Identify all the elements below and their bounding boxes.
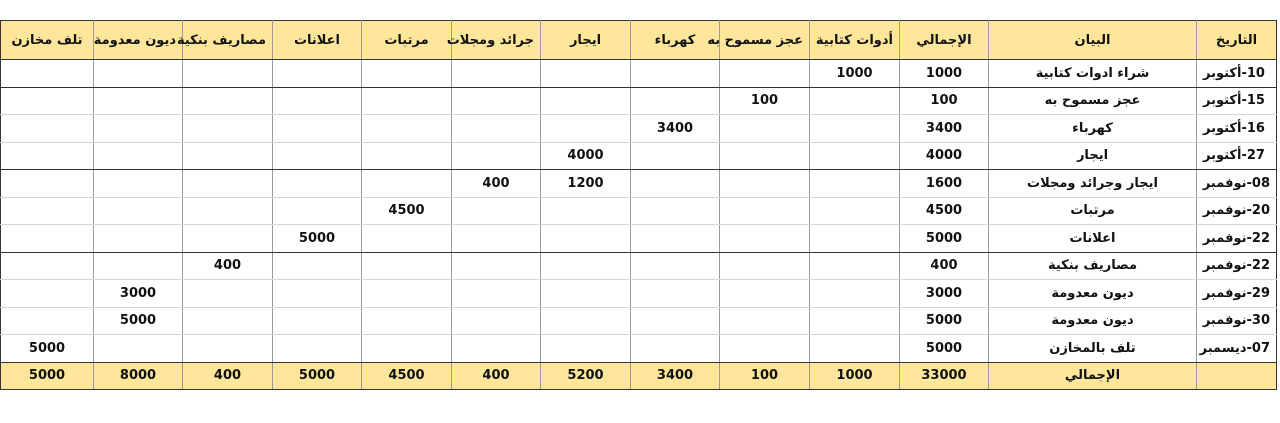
- cell-ads: [273, 335, 362, 363]
- cell-salaries: [362, 335, 452, 363]
- cell-electricity: [631, 87, 720, 115]
- table-row: [1, 170, 1277, 198]
- expense-ledger-table: [0, 20, 1277, 390]
- totals-row: [1, 362, 1277, 390]
- cell-stationery: [810, 225, 900, 253]
- cell-total: 1000: [900, 60, 989, 88]
- cell-bank-fees: [183, 170, 273, 198]
- cell-stationery: [810, 170, 900, 198]
- cell-date: 07-ديسمبر: [1197, 335, 1277, 363]
- cell-electricity: [631, 60, 720, 88]
- ledger-sheet: [0, 20, 1277, 390]
- cell-newspapers: [452, 115, 541, 143]
- cell-inventory-loss: [1, 60, 94, 88]
- cell-total: 1600: [900, 170, 989, 198]
- cell-ads: [273, 142, 362, 170]
- cell-salaries: [362, 115, 452, 143]
- header-cell: مرتبات: [362, 21, 452, 60]
- cell-allowed-deficit: [720, 280, 810, 308]
- cell-electricity: [631, 335, 720, 363]
- cell-rent: 1200: [541, 170, 631, 198]
- cell-total: 33000: [900, 362, 989, 390]
- cell-ads: [273, 280, 362, 308]
- cell-allowed-deficit: [720, 170, 810, 198]
- cell-date: 22-نوفمبر: [1197, 252, 1277, 280]
- cell-stationery: [810, 87, 900, 115]
- header-row: [1, 21, 1277, 60]
- cell-bank-fees: [183, 115, 273, 143]
- cell-desc: تلف بالمخازن: [989, 335, 1197, 363]
- cell-bank-fees: [183, 280, 273, 308]
- cell-bank-fees: [183, 335, 273, 363]
- table-row: [1, 60, 1277, 88]
- cell-allowed-deficit: [720, 252, 810, 280]
- cell-salaries: [362, 252, 452, 280]
- cell-allowed-deficit: [720, 225, 810, 253]
- cell-bank-fees: [183, 87, 273, 115]
- cell-bad-debts: [94, 225, 183, 253]
- cell-rent: [541, 225, 631, 253]
- cell-bad-debts: [94, 197, 183, 225]
- cell-date: 08-نوفمبر: [1197, 170, 1277, 198]
- cell-ads: [273, 60, 362, 88]
- cell-bad-debts: 3000: [94, 280, 183, 308]
- cell-bad-debts: [94, 252, 183, 280]
- cell-desc: مصاريف بنكية: [989, 252, 1197, 280]
- cell-ads: [273, 115, 362, 143]
- cell-date: 15-أكتوبر: [1197, 87, 1277, 115]
- cell-desc: مرتبات: [989, 197, 1197, 225]
- cell-bank-fees: [183, 197, 273, 225]
- cell-salaries: [362, 225, 452, 253]
- table-row: [1, 307, 1277, 335]
- cell-newspapers: [452, 252, 541, 280]
- cell-total: 4500: [900, 197, 989, 225]
- cell-electricity: [631, 142, 720, 170]
- cell-total: 3000: [900, 280, 989, 308]
- header-cell: التاريخ: [1197, 21, 1277, 60]
- cell-bad-debts: 8000: [94, 362, 183, 390]
- cell-ads: 5000: [273, 362, 362, 390]
- cell-bank-fees: [183, 142, 273, 170]
- table-row: [1, 87, 1277, 115]
- cell-newspapers: [452, 307, 541, 335]
- cell-desc: ايجار: [989, 142, 1197, 170]
- cell-bad-debts: [94, 142, 183, 170]
- cell-ads: [273, 307, 362, 335]
- cell-allowed-deficit: [720, 307, 810, 335]
- cell-date: 30-نوفمبر: [1197, 307, 1277, 335]
- cell-newspapers: 400: [452, 362, 541, 390]
- cell-bad-debts: [94, 60, 183, 88]
- header-cell: جرائد ومجلات: [452, 21, 541, 60]
- cell-allowed-deficit: [720, 142, 810, 170]
- cell-desc: شراء ادوات كتابية: [989, 60, 1197, 88]
- cell-total: 5000: [900, 335, 989, 363]
- table-row: [1, 280, 1277, 308]
- cell-stationery: 1000: [810, 60, 900, 88]
- cell-bank-fees: [183, 307, 273, 335]
- cell-newspapers: [452, 87, 541, 115]
- header-cell: أدوات كتابية: [810, 21, 900, 60]
- cell-stationery: [810, 142, 900, 170]
- cell-date: 20-نوفمبر: [1197, 197, 1277, 225]
- ledger-body: [1, 60, 1277, 390]
- cell-inventory-loss: [1, 87, 94, 115]
- cell-desc: اعلانات: [989, 225, 1197, 253]
- cell-date: 29-نوفمبر: [1197, 280, 1277, 308]
- cell-salaries: [362, 60, 452, 88]
- cell-electricity: 3400: [631, 362, 720, 390]
- cell-inventory-loss: [1, 307, 94, 335]
- cell-newspapers: [452, 280, 541, 308]
- cell-desc: ديون معدومة: [989, 307, 1197, 335]
- cell-bad-debts: [94, 335, 183, 363]
- cell-total: 3400: [900, 115, 989, 143]
- cell-bank-fees: [183, 225, 273, 253]
- cell-ads: 5000: [273, 225, 362, 253]
- cell-electricity: 3400: [631, 115, 720, 143]
- cell-desc: ديون معدومة: [989, 280, 1197, 308]
- cell-rent: [541, 115, 631, 143]
- cell-electricity: [631, 307, 720, 335]
- cell-rent: [541, 280, 631, 308]
- cell-date: 22-نوفمبر: [1197, 225, 1277, 253]
- cell-salaries: [362, 280, 452, 308]
- cell-bad-debts: [94, 170, 183, 198]
- cell-allowed-deficit: [720, 115, 810, 143]
- cell-rent: [541, 60, 631, 88]
- header-cell: تلف مخازن: [1, 21, 94, 60]
- cell-inventory-loss: [1, 170, 94, 198]
- cell-electricity: [631, 252, 720, 280]
- cell-bank-fees: 400: [183, 252, 273, 280]
- cell-stationery: [810, 335, 900, 363]
- cell-total: 100: [900, 87, 989, 115]
- cell-rent: [541, 335, 631, 363]
- cell-total: 5000: [900, 307, 989, 335]
- cell-inventory-loss: 5000: [1, 335, 94, 363]
- cell-rent: 5200: [541, 362, 631, 390]
- cell-newspapers: [452, 142, 541, 170]
- cell-date: 27-أكتوبر: [1197, 142, 1277, 170]
- cell-ads: [273, 87, 362, 115]
- table-row: [1, 115, 1277, 143]
- cell-rent: [541, 197, 631, 225]
- cell-desc: ايجار وجرائد ومجلات: [989, 170, 1197, 198]
- cell-newspapers: [452, 60, 541, 88]
- header-cell: مصاريف بنكية: [183, 21, 273, 60]
- header-cell: ديون معدومة: [94, 21, 183, 60]
- cell-inventory-loss: [1, 252, 94, 280]
- cell-bad-debts: [94, 87, 183, 115]
- table-row: [1, 197, 1277, 225]
- cell-bad-debts: 5000: [94, 307, 183, 335]
- cell-newspapers: [452, 225, 541, 253]
- cell-salaries: 4500: [362, 362, 452, 390]
- cell-inventory-loss: 5000: [1, 362, 94, 390]
- cell-salaries: [362, 87, 452, 115]
- cell-desc: عجز مسموح به: [989, 87, 1197, 115]
- cell-rent: [541, 87, 631, 115]
- table-row: [1, 335, 1277, 363]
- table-row: [1, 252, 1277, 280]
- cell-inventory-loss: [1, 280, 94, 308]
- header-cell: البيان: [989, 21, 1197, 60]
- cell-electricity: [631, 197, 720, 225]
- cell-electricity: [631, 225, 720, 253]
- cell-inventory-loss: [1, 225, 94, 253]
- cell-date: 16-أكتوبر: [1197, 115, 1277, 143]
- cell-stationery: [810, 307, 900, 335]
- table-row: [1, 225, 1277, 253]
- cell-date: [1197, 362, 1277, 390]
- cell-allowed-deficit: [720, 197, 810, 225]
- cell-stationery: [810, 280, 900, 308]
- cell-salaries: [362, 170, 452, 198]
- cell-rent: [541, 307, 631, 335]
- cell-ads: [273, 170, 362, 198]
- cell-desc: كهرباء: [989, 115, 1197, 143]
- header-cell: كهرباء: [631, 21, 720, 60]
- cell-ads: [273, 197, 362, 225]
- cell-salaries: [362, 142, 452, 170]
- cell-electricity: [631, 280, 720, 308]
- cell-salaries: [362, 307, 452, 335]
- cell-total: 5000: [900, 225, 989, 253]
- cell-total: 400: [900, 252, 989, 280]
- cell-bad-debts: [94, 115, 183, 143]
- cell-newspapers: [452, 335, 541, 363]
- cell-inventory-loss: [1, 142, 94, 170]
- cell-rent: [541, 252, 631, 280]
- cell-ads: [273, 252, 362, 280]
- cell-stationery: [810, 115, 900, 143]
- cell-bank-fees: 400: [183, 362, 273, 390]
- header-cell: اعلانات: [273, 21, 362, 60]
- cell-desc: الإجمالي: [989, 362, 1197, 390]
- cell-bank-fees: [183, 60, 273, 88]
- header-cell: الإجمالي: [900, 21, 989, 60]
- header-cell: ايجار: [541, 21, 631, 60]
- cell-stationery: [810, 252, 900, 280]
- cell-date: 10-أكتوبر: [1197, 60, 1277, 88]
- cell-salaries: 4500: [362, 197, 452, 225]
- table-row: [1, 142, 1277, 170]
- cell-newspapers: [452, 197, 541, 225]
- cell-rent: 4000: [541, 142, 631, 170]
- cell-allowed-deficit: [720, 335, 810, 363]
- cell-allowed-deficit: 100: [720, 87, 810, 115]
- cell-newspapers: 400: [452, 170, 541, 198]
- cell-inventory-loss: [1, 115, 94, 143]
- cell-stationery: [810, 197, 900, 225]
- cell-electricity: [631, 170, 720, 198]
- header-cell: عجز مسموح به: [720, 21, 810, 60]
- cell-allowed-deficit: [720, 60, 810, 88]
- cell-total: 4000: [900, 142, 989, 170]
- cell-inventory-loss: [1, 197, 94, 225]
- cell-stationery: 1000: [810, 362, 900, 390]
- cell-allowed-deficit: 100: [720, 362, 810, 390]
